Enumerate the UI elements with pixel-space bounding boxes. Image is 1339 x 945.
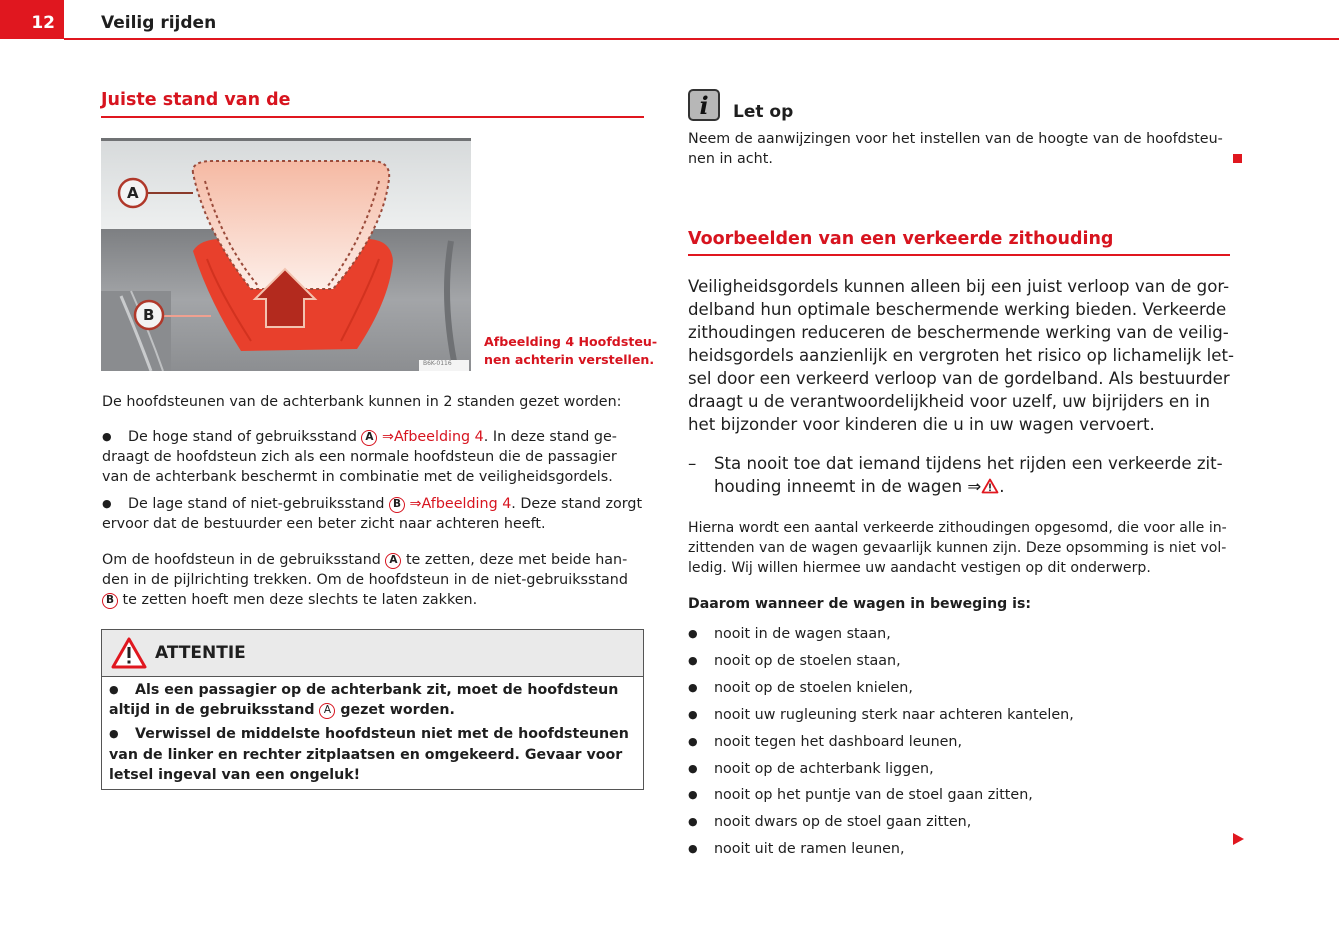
bullet-icon: ● xyxy=(688,788,698,802)
page-header xyxy=(0,0,1339,41)
bullet-icon: ● xyxy=(109,727,119,741)
list-item: ● nooit uw rugleuning sterk naar achteren kantelen, xyxy=(688,702,1074,729)
list-item: ● nooit tegen het dashboard leunen, xyxy=(688,729,1074,756)
info-icon: i xyxy=(688,89,720,121)
seating-paragraph: Hierna wordt een aantal verkeerde zithoudingen opgesomd, die voor alle in-zittenden van de wagen gevaarlijk kunnen zijn. Deze opsomming is niet vol-ledig. Wij willen hiermee uw aandacht vestigen op dit onderwerp. xyxy=(688,520,1227,577)
figure-label-a: A xyxy=(127,184,139,202)
headrest-intro: De hoofdsteunen van de achterbank kunnen in 2 standen gezet worden: xyxy=(102,394,622,410)
marker-a: A xyxy=(361,430,377,446)
headrest-instructions: Om de hoofdsteun in de gebruiksstand A te zetten, deze met beide han-den in de pijlrichting trekken. Om de hoofdsteun in de niet-gebruiksstand B te zetten hoeft men deze slechts te laten zakken. xyxy=(102,552,628,609)
headrest-illustration xyxy=(101,141,471,371)
header-rule xyxy=(64,38,1339,40)
marker-b: B xyxy=(389,497,405,513)
bullet-icon: ● xyxy=(688,734,698,748)
warning-item: ● Als een passagier op de achterbank zit, moet de hoofdsteun altijd in de gebruiksstand A gezet worden. xyxy=(109,682,619,719)
bullet-high-position: ● De hoge stand of gebruiksstand A ⇒Afbeelding 4. In deze stand ge-draagt de hoofdsteun zich als een normale hoofdsteun die de passagier van de achterbank beschermt in combinatie met de veiligheidsgordels. xyxy=(102,429,617,486)
figure-image-code: B6K-0116 xyxy=(423,360,452,367)
figure-label-b: B xyxy=(143,306,155,324)
figure-link[interactable]: ⇒Afbeelding 4 xyxy=(409,496,512,512)
bullet-icon: ● xyxy=(688,627,698,640)
figure-link[interactable]: ⇒Afbeelding 4 xyxy=(382,429,484,445)
dash-icon: – xyxy=(688,454,697,473)
warning-triangle-icon[interactable] xyxy=(981,478,999,494)
heading-rule xyxy=(688,254,1230,256)
warning-title: ATTENTIE xyxy=(155,643,246,663)
list-item: ● nooit in de wagen staan, xyxy=(688,621,1074,648)
warning-body xyxy=(102,677,643,785)
bullet-icon: ● xyxy=(688,653,698,667)
page-number: 12 xyxy=(0,0,64,39)
seating-intro: Veiligheidsgordels kunnen alleen bij een juist verloop van de gor-delband hun optimale beschermende werking bieden. Verkeerde zithoudingen reduceren de beschermende werking van de veilig-heidsgordels aanzienlijk en vergroten het risico op lichamelijk let-sel door een verkeerd verloop van de gordelband. Als bestuurder draagt u de verantwoordelijkheid voor uzelf, uw bijrijders en in het bijzonder voor kinderen die u in uw wagen vervoert. xyxy=(688,277,1234,434)
bullet-icon: ● xyxy=(688,680,698,694)
section-heading-headrest: Juiste stand van de xyxy=(101,90,291,110)
warning-header xyxy=(102,630,643,677)
section-heading-seating: Voorbeelden van een verkeerde zithouding xyxy=(688,229,1114,249)
warning-item: ● Verwissel de middelste hoofdsteun niet met de hoofdsteunen van de linker en rechter zitplaatsen en omgekeerd. Gevaar voor letsel ingeval van een ongeluk! xyxy=(109,726,629,783)
bullet-low-position: ● De lage stand of niet-gebruiksstand B ⇒Afbeelding 4. Deze stand zorgt ervoor dat de bestuurder een beter zicht naar achteren heeft. xyxy=(102,496,643,533)
warning-box xyxy=(101,629,644,790)
figure-caption: Afbeelding 4 Hoofdsteu- nen achterin verstellen. xyxy=(484,334,658,367)
figure-headrest-illustration xyxy=(101,138,471,371)
list-item: ● nooit uit de ramen leunen, xyxy=(688,836,1074,863)
marker-a: A xyxy=(385,553,401,569)
list-item: ● nooit op de stoelen knielen, xyxy=(688,675,1074,702)
bullet-icon: ● xyxy=(688,815,698,829)
bullet-icon: ● xyxy=(688,707,698,721)
section-end-marker-icon xyxy=(1233,154,1242,163)
list-item: ● nooit op het puntje van de stoel gaan zitten, xyxy=(688,782,1074,809)
note-title: Let op xyxy=(733,102,794,122)
wrong-postures-list xyxy=(688,621,1074,863)
bullet-icon: ● xyxy=(102,430,112,443)
bullet-icon: ● xyxy=(688,842,698,856)
bullet-icon: ● xyxy=(109,683,119,696)
list-heading: Daarom wanneer de wagen in beweging is: xyxy=(688,596,1031,612)
bullet-icon: ● xyxy=(688,761,698,775)
chapter-title: Veilig rijden xyxy=(101,13,217,33)
heading-rule xyxy=(101,116,644,118)
list-item: ● nooit dwars op de stoel gaan zitten, xyxy=(688,809,1074,836)
list-item: ● nooit op de achterbank liggen, xyxy=(688,756,1074,783)
seating-instruction: – Sta nooit toe dat iemand tijdens het rijden een verkeerde zit-houding inneemt in de wagen ⇒ . xyxy=(688,454,1223,496)
note-text: Neem de aanwijzingen voor het instellen van de hoogte van de hoofdsteu-nen in acht. xyxy=(688,131,1223,168)
bullet-icon: ● xyxy=(102,497,112,510)
warning-triangle-icon xyxy=(111,637,147,669)
continue-next-page-arrow-icon[interactable] xyxy=(1233,833,1244,845)
marker-a: A xyxy=(319,703,335,719)
list-item: ● nooit op de stoelen staan, xyxy=(688,648,1074,675)
marker-b: B xyxy=(102,593,118,609)
